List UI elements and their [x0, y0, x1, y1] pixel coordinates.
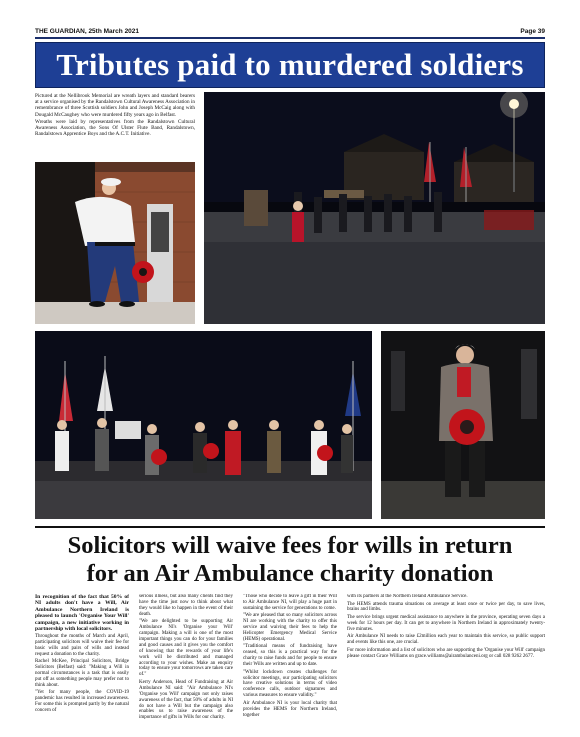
caption-paragraph: Wreaths were laid by representatives from the Randalstown Cultural Awareness Association, the Sons Of Ulster Flute Band, Randalstown, Randalstown Apprentice Boys and the A.C.T. Initiative. [35, 118, 195, 138]
column-1 [35, 594, 129, 734]
story2-headline-line2: for an Air Ambulance charity donation [86, 560, 494, 587]
body-paragraph: Air Ambulance NI is your local charity that provides the HEMS for Northern Ireland, together [243, 700, 337, 718]
photo-memorial-night-scene [204, 92, 545, 324]
photo-woman-with-wreath [381, 331, 545, 519]
body-paragraph: "We are delighted to be supporting Air Ambulance NI's 'Organise your Will' campaign. Making a will is one of the most important things you can do for your families and good causes and it gives you the comfort of knowing that the rewards of your life's work will be distributed and managed according to your wishes. Make an enquiry today to ensure your tomorrows are taken care of." [139, 619, 233, 678]
caption-paragraph: Pictured at the Nellibrook Memorial are wreath layers and standard bearers at a service organised by the Randalstown Cultural Awareness Association in remembrance of three Scottish soldiers John and Joseph McCaig along with Dougald McCaughey who were murdered fifty years ago in Belfast. [35, 93, 195, 118]
page-number: Page 39 [520, 28, 545, 35]
body-paragraph: "We are pleased that so many solicitors across NI are working with the charity to offer this service and waiving their fees to help the Helicopter Emergency Medical Service (HEMS) operational. [243, 613, 337, 642]
column-4 [347, 594, 545, 734]
photo-group-with-wreaths [35, 331, 372, 519]
lead-paragraph: In recognition of the fact that 50% of NI adults don't have a Will, Air Ambulance Northern Ireland is pleased to launch 'Organise Your Will' campaign, a new initiative working in partnership with local solicitors. [35, 594, 129, 633]
body-paragraph: Rachel McKee, Principal Solicitors, Bridge Solicitors (Belfast) said: "Making a Will in normal circumstances is a task that is easily put off as something people may prefer not to think about. [35, 659, 129, 688]
photo-wreath-layer-memorial [35, 162, 195, 324]
body-paragraph: serious illness, but also many clients find they have the time just now to think about what they would like to happen in the event of their death. [139, 594, 233, 617]
story1-headline: Tributes paid to murdered soldiers [56, 47, 524, 82]
body-paragraph: "Whilst lockdown creates challenges for solicitor meetings, our participating solicitors have creative solutions in terms of video conference calls, outdoor signatures and various measures to ensure validity." [243, 669, 337, 699]
story2-body [35, 594, 545, 736]
header-rule [35, 37, 545, 39]
body-paragraph: Throughout the months of March and April, participating solicitors will waive their fee for basic wills and pairs of wills and instead request a donation to the charity. [35, 634, 129, 657]
column-2 [139, 594, 233, 734]
photo-caption [35, 93, 195, 161]
body-paragraph: The HEMS attends trauma situations on average at least once or twice per day, to save lives, brains and limbs. [347, 601, 545, 613]
column-3 [243, 594, 337, 734]
body-paragraph: "Yet for many people, the COVID-19 pandemic has resulted in increased awareness. For some this is prompted partly by the natural concern of [35, 690, 129, 714]
headline-banner [35, 42, 545, 88]
story2-headline [35, 532, 545, 590]
body-paragraph: "Traditional means of fundraising have ceased, so this is a practical way for the charity to raise funds and for people to ensure their Wills are written and up to date. [243, 644, 337, 668]
body-paragraph: The service brings urgent medical assistance to anywhere in the province, operating seven days a week for 12 hours per day. It can get to anywhere in Northern Ireland in approximately twenty-five minutes. [347, 614, 545, 632]
section-divider [35, 526, 545, 528]
story2-headline-line1: Solicitors will waive fees for wills in return [67, 532, 513, 559]
body-paragraph: with its partners at the Northern Ireland Ambulance Service. [347, 594, 468, 599]
body-paragraph: Kerry Anderson, Head of Fundraising at Air Ambulance NI said: "Air Ambulance NI's 'Organise you Will' campaign not only raises awareness of the fact, that 50% of adults in NI do not have a Will but the campaign also enables us to raise awareness of the importance of gifts in Wills for our charity. [139, 679, 233, 721]
body-paragraph: Air Ambulance NI needs to raise £2million each year to maintain this service, so public support and events like this one, are crucial. [347, 634, 545, 646]
body-paragraph: "Those who decide to leave a gift in their Will to Air Ambulance NI, will play a huge part in sustaining the service for generations to come. [243, 594, 337, 611]
publication-date: THE GUARDIAN, 25th March 2021 [35, 28, 140, 35]
body-paragraph: For more information and a list of solicitors who are supporting the 'Organise your Will' campaign please contact Grace Williams on grace.williams@airambulanceni.org or call 028 9262 2677. [347, 647, 545, 659]
